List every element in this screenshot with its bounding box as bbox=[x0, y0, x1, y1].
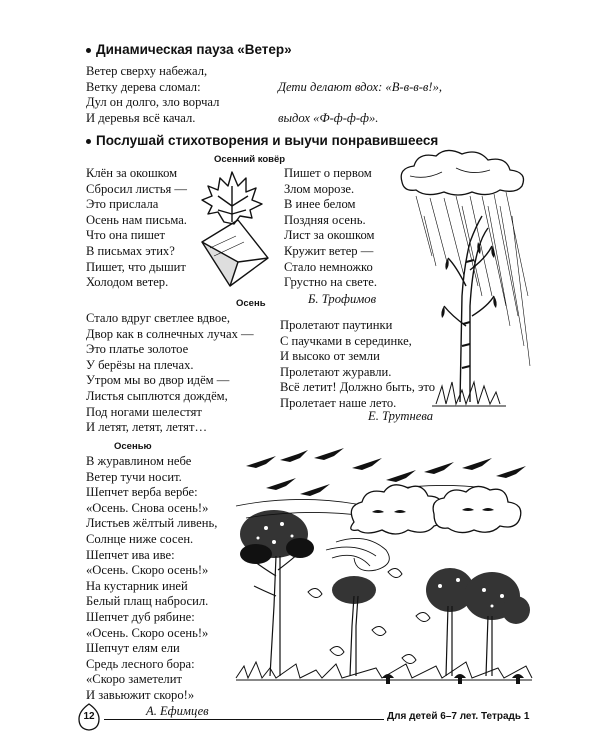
poem-line: Стало немножко bbox=[284, 259, 373, 274]
poem-line: Солнце ниже сосен. bbox=[86, 531, 194, 546]
poem-line: Злом морозе. bbox=[284, 181, 355, 196]
wind-verse bbox=[86, 64, 219, 126]
poem-line: Пишет, что дышит bbox=[86, 259, 186, 274]
poem-line: Пролетает наше лето. bbox=[280, 395, 397, 410]
poem-line: Двор как в солнечных лучах — bbox=[86, 326, 254, 341]
poem-line: На кустарник иней bbox=[86, 578, 188, 593]
poem-line: «Скоро заметелит bbox=[86, 672, 182, 687]
poem-line: В журавлином небе bbox=[86, 454, 192, 468]
poem-line: Пролетают паутинки bbox=[280, 318, 393, 332]
poem-line: В инее белом bbox=[284, 197, 356, 212]
page-number: 12 bbox=[83, 711, 95, 722]
poem-line: Под ногами шелестят bbox=[86, 404, 202, 419]
poem-line: «Осень. Снова осень!» bbox=[86, 500, 209, 515]
poem-line: Листьев жёлтый ливень, bbox=[86, 516, 218, 531]
bullet-icon bbox=[86, 139, 91, 144]
verse-line: Ветку дерева сломал: bbox=[86, 79, 201, 94]
poem-line: Пишет о первом bbox=[284, 166, 372, 180]
poem-line: Холодом ветер. bbox=[86, 275, 169, 290]
poem-line: Утром мы во двор идём — bbox=[86, 373, 230, 388]
poem-line: Осень нам письма. bbox=[86, 212, 187, 227]
poem-line: Средь лесного бора: bbox=[86, 656, 195, 671]
poem-line: Клён за окошком bbox=[86, 166, 178, 180]
poem-line: У берёзы на плечах. bbox=[86, 357, 194, 372]
poem-line: С паучками в серединке, bbox=[280, 333, 412, 348]
poem-title-autumn: Осень bbox=[236, 298, 266, 309]
poem-line: В письмах этих? bbox=[86, 243, 175, 258]
poem2-left-stanza bbox=[86, 311, 254, 436]
poem-line: Ветер тучи носит. bbox=[86, 469, 182, 484]
poem-line: Это прислала bbox=[86, 197, 159, 212]
poem1-left-stanza bbox=[86, 166, 187, 291]
poem-line: Лист за окошком bbox=[284, 228, 375, 243]
poem-line: Грустно на свете. bbox=[284, 275, 377, 290]
poem-line: «Осень. Скоро осень!» bbox=[86, 625, 209, 640]
poem2-right-stanza bbox=[280, 318, 435, 412]
poem1-author: Б. Трофимов bbox=[308, 292, 377, 306]
section-heading-poems bbox=[86, 133, 438, 148]
poem-line: И высоко от земли bbox=[280, 349, 380, 364]
autumn-landscape-illustration bbox=[236, 446, 532, 692]
poem3-stanza bbox=[86, 454, 217, 704]
breath-instruction-exhale: выдох «Ф-ф-ф-ф». bbox=[278, 110, 379, 125]
section-heading-wind-pause bbox=[86, 42, 292, 57]
bullet-icon bbox=[86, 48, 91, 53]
poem-line: Шепчут елям ели bbox=[86, 641, 180, 656]
poem-line: Шепчет ива иве: bbox=[86, 547, 175, 562]
poem-line: Шепчет верба вербе: bbox=[86, 485, 198, 500]
poem-line: Поздняя осень. bbox=[284, 212, 366, 227]
section-heading-text: Послушай стихотворения и выучи понравившееся bbox=[96, 133, 439, 148]
poem2-author: Е. Трутнева bbox=[368, 409, 434, 423]
poem1-right-stanza bbox=[284, 166, 377, 291]
poem-line: Листья сыплются дождём, bbox=[86, 388, 228, 403]
verse-line: Ветер сверху набежал, bbox=[86, 64, 208, 78]
poem-line: Это платье золотое bbox=[86, 342, 189, 357]
footer-caption: Для детей 6–7 лет. Тетрадь 1 bbox=[387, 711, 530, 722]
maple-leaf-envelope-illustration bbox=[188, 164, 274, 292]
footer-divider bbox=[104, 719, 384, 720]
breath-instruction-inhale: Дети делают вдох: «В-в-в-в!», bbox=[278, 79, 443, 94]
poem-title-autumn-carpet: Осенний ковёр bbox=[214, 154, 286, 165]
poem-line: Белый плащ набросил. bbox=[86, 594, 209, 609]
verse-line: Дул он долго, зло ворчал bbox=[86, 95, 220, 110]
poem-title-in-autumn: Осенью bbox=[114, 441, 152, 452]
verse-line: И деревья всё качал. bbox=[86, 110, 196, 125]
poem-line: И завьюжит скоро!» bbox=[86, 687, 195, 702]
poem-line: Кружит ветер — bbox=[284, 243, 374, 258]
poem3-author: А. Ефимцев bbox=[146, 704, 209, 718]
section-heading-text: Динамическая пауза «Ветер» bbox=[96, 42, 292, 57]
poem-line: Пролетают журавли. bbox=[280, 364, 392, 379]
poem-line: Что она пишет bbox=[86, 228, 166, 243]
poem-line: «Осень. Скоро осень!» bbox=[86, 563, 209, 578]
poem-line: Шепчет дуб рябине: bbox=[86, 609, 195, 624]
poem-line: И летят, летят, летят… bbox=[86, 420, 208, 435]
poem-line: Сбросил листья — bbox=[86, 181, 188, 196]
poem-line: Всё летит! Должно быть, это bbox=[280, 380, 436, 395]
poem-line: Стало вдруг светлее вдвое, bbox=[86, 311, 231, 325]
